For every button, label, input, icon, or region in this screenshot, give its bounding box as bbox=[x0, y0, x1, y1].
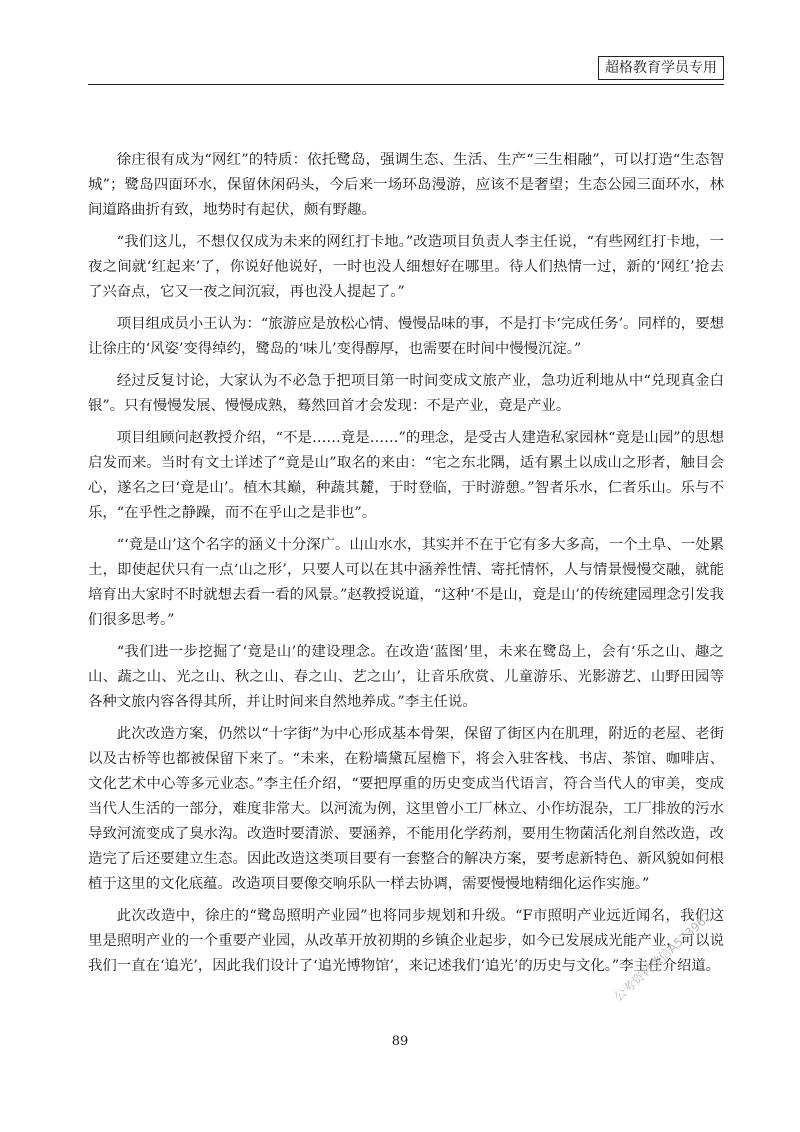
paragraph: “我们进一步挖掘了‘竟是山’的建设理念。在改造‘蓝图’里，未来在鹭岛上，会有‘乐之山、趣之山、蔬之山、光之山、秋之山、春之山、艺之山’，让音乐欣赏、儿童游乐、光影游艺、山野田园等各种文旅内容各得其所，并让时间来自然地养成。”李主任说。 bbox=[88, 644, 724, 710]
header-rule bbox=[88, 84, 724, 85]
watermark: 公考资料微信A573962 bbox=[611, 909, 715, 1004]
paragraph: 徐庄很有成为“网红”的特质：依托鹭岛，强调生态、生活、生产“三生相融”，可以打造“生态智城”；鹭岛四面环水，保留休闲码头，今后来一场环岛漫游，应该不是奢望；生态公园三面环水，林间道路曲折有致，地势时有起伏，颇有野趣。 bbox=[88, 152, 724, 218]
paragraph: 此次改造中，徐庄的“鹭岛照明产业园”也将同步规划和升级。“F市照明产业远近闻名，我们这里是照明产业的一个重要产业园，从改革开放初期的乡镇企业起步，如今已发展成光能产业，可以说我们一直在‘追光’，因此我们设计了‘追光博物馆’，来记述我们‘追光’的历史与文化。”李主任介绍道。 bbox=[88, 908, 724, 974]
paragraph: “‘竟是山’这个名字的涵义十分深广。山山水水，其实并不在于它有多大多高，一个土阜、一处累土，即使起伏只有一点‘山之形’，只要人可以在其中涵养性情、寄托情怀，人与情景慢慢交融，就能培育出大家时不时就想去看一看的风景。”赵教授说道，“这种‘不是山，竟是山’的传统建园理念引发我们很多思考。” bbox=[88, 537, 724, 628]
paragraph: 项目组顾问赵教授介绍，“不是……竟是……”的理念，是受古人建造私家园林“竟是山园”的思想启发而来。当时有文士详述了“竟是山”取名的来由：“宅之东北隅，适有累土以成山之形者，触目会心，遂名之曰‘竟是山’。植木其巅，种蔬其麓，于时登临，于时游憩。”智者乐水，仁者乐山。乐与不乐，“在乎性之静躁，而不在乎山之是非也”。 bbox=[88, 430, 724, 521]
article-body bbox=[88, 148, 724, 986]
paragraph: 此次改造方案，仍然以“十字街”为中心形成基本骨架，保留了街区内在肌理，附近的老屋、老街以及古桥等也都被保留下来了。“未来，在粉墙黛瓦屋檐下，将会入驻客栈、书店、茶馆、咖啡店、文化艺术中心等多元业态。”李主任介绍，“要把厚重的历史变成当代语言，符合当代人的审美，变成当代人生活的一部分，难度非常大。以河流为例，这里曾小工厂林立、小作坊混杂，工厂排放的污水导致河流变成了臭水沟。改造时要清淤、要涵养，不能用化学药剂，要用生物菌活化剂自然改造，改造完了后还要建立生态。因此改造这类项目要有一套整合的解决方案，要考虑新特色、新风貌如何根植于这里的文化底蕴。改造项目要像交响乐队一样去协调，需要慢慢地精细化运作实施。” bbox=[88, 726, 724, 892]
header-badge: 超格教育学员专用 bbox=[598, 56, 724, 80]
paragraph: “我们这儿，不想仅仅成为未来的网红打卡地。”改造项目负责人李主任说，“有些网红打卡地，一夜之间就‘红起来’了，你说好他说好，一时也没人细想好在哪里。待人们热情一过，新的‘网红’抢去了兴奋点，它又一夜之间沉寂，再也没人提起了。” bbox=[88, 234, 724, 300]
paragraph: 经过反复讨论，大家认为不必急于把项目第一时间变成文旅产业，急功近利地从中“兑现真金白银”。只有慢慢发展、慢慢成熟，蓦然回首才会发现：不是产业，竟是产业。 bbox=[88, 373, 724, 414]
page-number: 89 bbox=[391, 1034, 409, 1049]
paragraph: 项目组成员小王认为：“旅游应是放松心情、慢慢品味的事，不是打卡‘完成任务’。同样的，要想让徐庄的‘风姿’变得绰约，鹭岛的‘味儿’变得醇厚，也需要在时间中慢慢沉淀。” bbox=[88, 316, 724, 357]
